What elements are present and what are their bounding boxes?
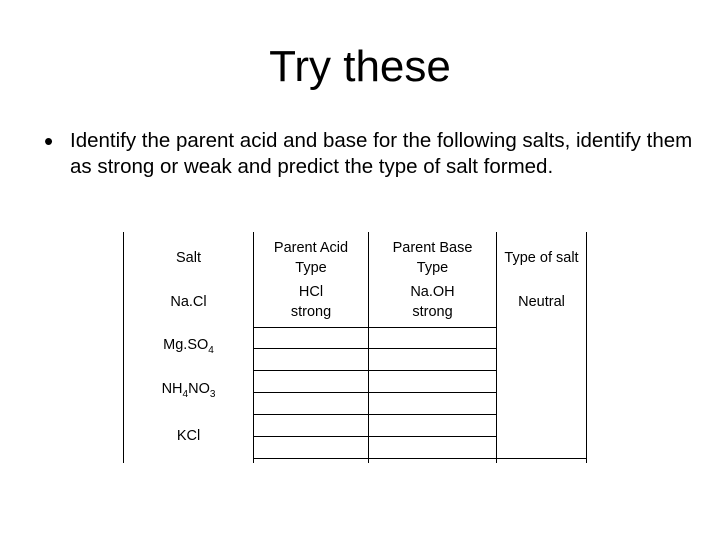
header-parent-acid-line2: Type <box>295 260 327 276</box>
header-parent-base-line1: Parent Base <box>392 240 473 256</box>
row-3-salt-text: $NH_4NO_3$ <box>161 381 216 400</box>
row-2-salt-text: $Mg.SO_4$ <box>163 337 214 356</box>
row-1-salt-text: Na.Cl <box>170 294 207 310</box>
slide-title: Try these <box>269 42 451 91</box>
row-1-salt-type-text: Neutral <box>518 294 565 310</box>
row-1-acid <box>254 282 368 322</box>
row-1-acid-type: strong <box>290 304 332 320</box>
header-parent-base <box>369 238 496 278</box>
row-divider <box>253 392 497 393</box>
row-divider <box>253 414 497 415</box>
row-2-salt <box>124 338 253 358</box>
table-right-border <box>586 232 587 463</box>
bullet-dot-icon: • <box>44 126 54 156</box>
row-divider <box>253 327 497 328</box>
header-parent-base-line2: Type <box>416 260 449 276</box>
row-1-base <box>369 282 496 322</box>
header-salt-label: Salt <box>176 250 201 266</box>
header-parent-acid <box>254 238 368 278</box>
row-1-salt-type <box>497 292 586 312</box>
instruction-text: Identify the parent acid and base for the following salts, identify them as strong or weak and predict the type of salt formed. <box>70 129 693 178</box>
row-divider <box>253 348 497 349</box>
row-1-base-name: Na.OH <box>410 284 455 300</box>
row-3-salt <box>124 382 253 402</box>
row-1-base-type: strong <box>412 304 453 320</box>
table-bottom-border <box>253 458 587 459</box>
header-parent-acid-line1: Parent Acid <box>273 240 349 256</box>
row-4-salt-text: KCl <box>176 428 201 444</box>
header-type-of-salt-label: Type of salt <box>504 250 579 266</box>
row-divider <box>253 436 497 437</box>
row-divider <box>253 370 497 371</box>
row-4-salt <box>124 426 253 446</box>
row-1-salt <box>124 292 253 312</box>
row-1-acid-name: HCl <box>298 284 324 300</box>
header-salt <box>124 238 253 278</box>
header-type-of-salt <box>497 238 586 278</box>
